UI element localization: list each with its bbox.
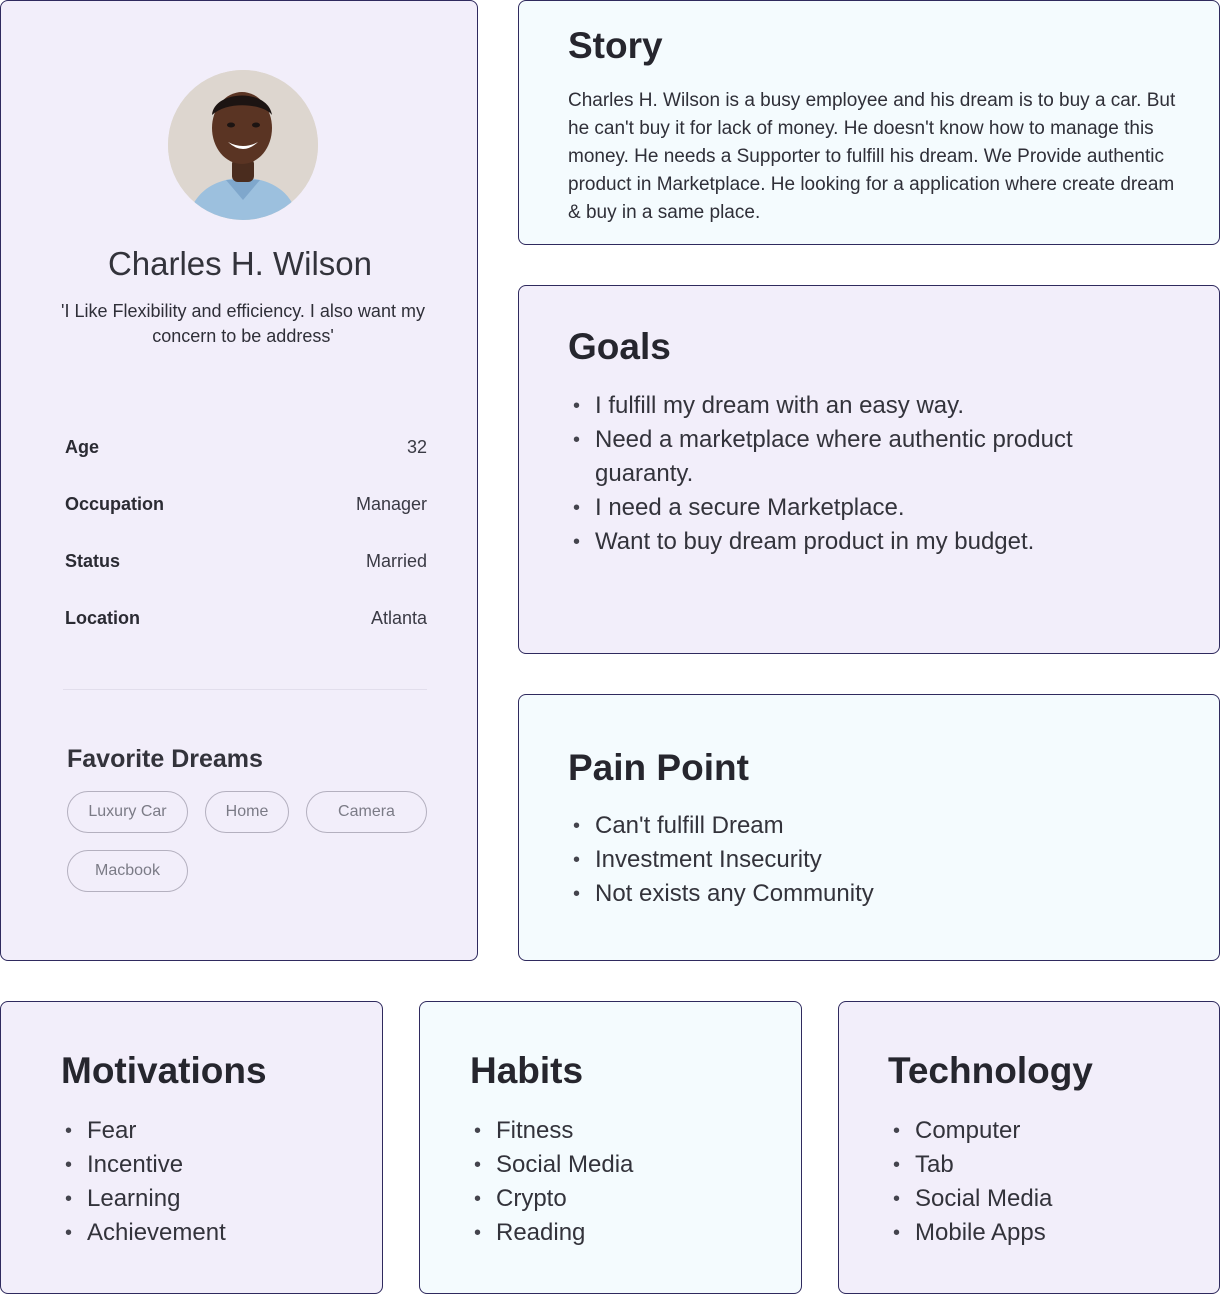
motivations-list bbox=[61, 1114, 361, 1250]
habit-item: • Crypto bbox=[470, 1182, 770, 1216]
technology-item: • Social Media bbox=[889, 1182, 1189, 1216]
detail-row-occupation bbox=[65, 494, 427, 518]
habits-title: Habits bbox=[470, 1050, 584, 1091]
technology-card bbox=[838, 1001, 1220, 1294]
favorite-dreams-title: Favorite Dreams bbox=[67, 745, 263, 773]
motivation-item: • Learning bbox=[61, 1182, 361, 1216]
dream-chip-macbook[interactable]: Macbook bbox=[67, 850, 188, 892]
dream-chip-home[interactable]: Home bbox=[205, 791, 289, 833]
goals-card bbox=[518, 285, 1220, 654]
motivation-item: • Incentive bbox=[61, 1148, 361, 1182]
detail-value: 32 bbox=[406, 437, 427, 457]
habits-card bbox=[419, 1001, 802, 1294]
detail-label: Status bbox=[65, 551, 121, 571]
goal-item: • Need a marketplace where authentic product guaranty. bbox=[569, 423, 1169, 491]
technology-item: • Tab bbox=[889, 1148, 1189, 1182]
motivation-item: • Fear bbox=[61, 1114, 361, 1148]
goal-item: • Want to buy dream product in my budget. bbox=[569, 525, 1169, 559]
habit-item: • Fitness bbox=[470, 1114, 770, 1148]
habit-item: • Social Media bbox=[470, 1148, 770, 1182]
technology-item: • Mobile Apps bbox=[889, 1216, 1189, 1250]
divider bbox=[63, 689, 427, 690]
detail-label: Age bbox=[65, 437, 100, 457]
motivations-title: Motivations bbox=[61, 1050, 267, 1091]
detail-row-location bbox=[65, 608, 427, 632]
technology-title: Technology bbox=[888, 1050, 1093, 1091]
pain-point-list bbox=[569, 809, 1169, 911]
avatar bbox=[168, 70, 318, 220]
dream-chip-camera[interactable]: Camera bbox=[306, 791, 427, 833]
avatar-photo bbox=[168, 70, 318, 220]
detail-label: Occupation bbox=[65, 494, 165, 514]
story-text: Charles H. Wilson is a busy employee and his dream is to buy a car. But he can't buy it for lack of money. He doesn't know how to manage this money. He needs a Supporter to fulfill his dream. We Provide authentic product in Marketplace. He looking for a application where create dream & buy in a same place. bbox=[568, 90, 1176, 223]
pain-item: • Investment Insecurity bbox=[569, 843, 1169, 877]
goals-list bbox=[569, 389, 1169, 559]
goal-item: • I fulfill my dream with an easy way. bbox=[569, 389, 1169, 423]
profile-card bbox=[0, 0, 478, 961]
technology-list bbox=[889, 1114, 1189, 1250]
detail-row-status bbox=[65, 551, 427, 575]
motivations-card bbox=[0, 1001, 383, 1294]
detail-value: Married bbox=[365, 551, 427, 571]
detail-value: Manager bbox=[355, 494, 427, 514]
goal-item: • I need a secure Marketplace. bbox=[569, 491, 1169, 525]
detail-label: Location bbox=[65, 608, 140, 628]
pain-item: • Not exists any Community bbox=[569, 877, 1169, 911]
story-card bbox=[518, 0, 1220, 245]
pain-point-card bbox=[518, 694, 1220, 961]
persona-quote: 'I Like Flexibility and efficiency. I also want my concern to be address' bbox=[61, 301, 425, 346]
goals-title: Goals bbox=[568, 326, 671, 367]
detail-row-age bbox=[65, 437, 427, 461]
pain-point-title: Pain Point bbox=[568, 747, 749, 788]
habits-list bbox=[470, 1114, 770, 1250]
dream-chip-luxury-car[interactable]: Luxury Car bbox=[67, 791, 188, 833]
motivation-item: • Achievement bbox=[61, 1216, 361, 1250]
technology-item: • Computer bbox=[889, 1114, 1189, 1148]
detail-value: Atlanta bbox=[370, 608, 427, 628]
pain-item: • Can't fulfill Dream bbox=[569, 809, 1169, 843]
persona-name: Charles H. Wilson bbox=[107, 245, 373, 282]
habit-item: • Reading bbox=[470, 1216, 770, 1250]
story-title: Story bbox=[568, 25, 663, 66]
